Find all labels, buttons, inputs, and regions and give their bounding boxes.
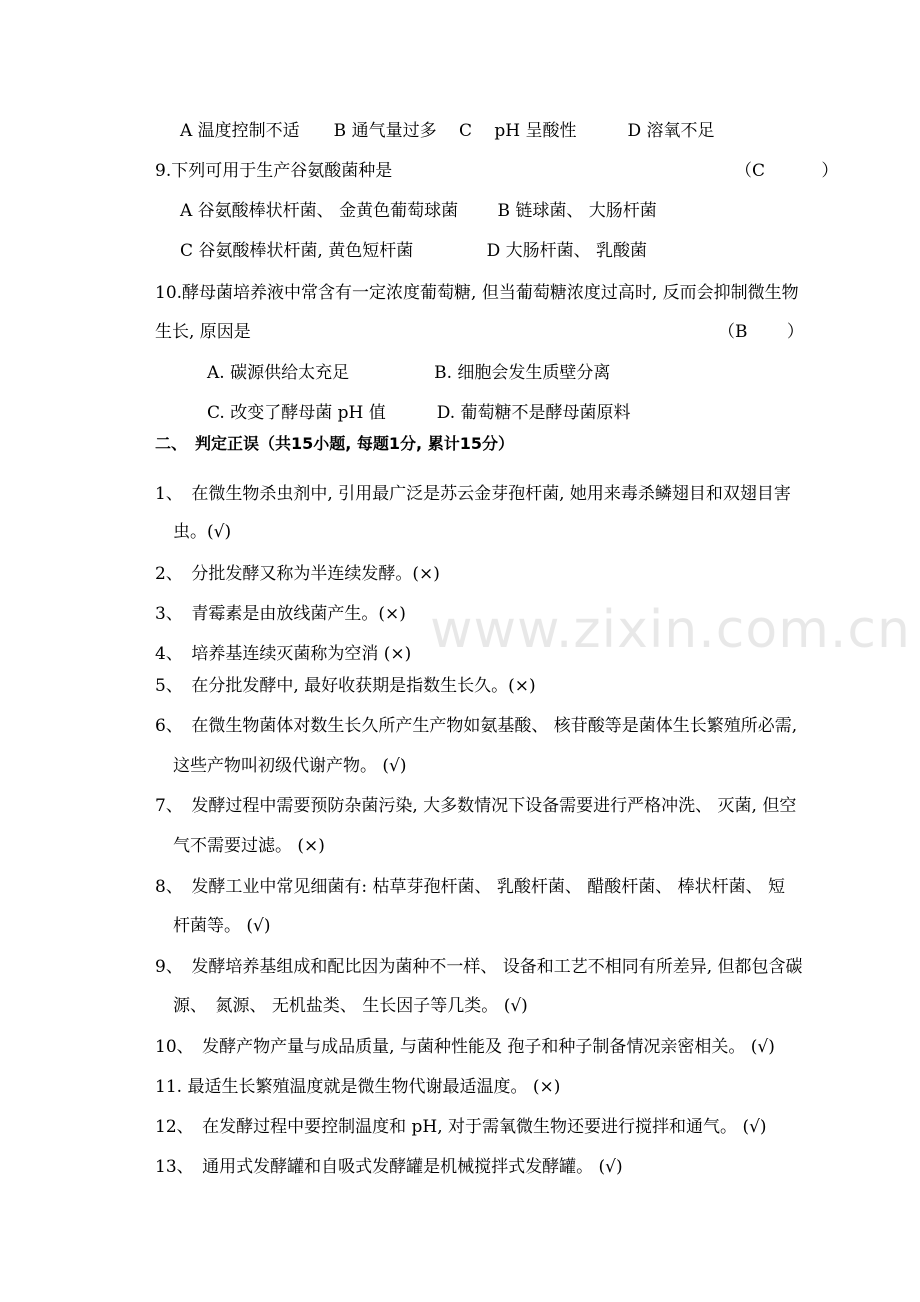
tf-item-7-line1: 7、 发酵过程中需要预防杂菌污染, 大多数情况下设备需要进行严格冲洗、 灭菌, 但空 [155,796,797,816]
tf-item-11: 11. 最适生长繁殖温度就是微生物代谢最适温度。 (×) [155,1077,561,1097]
tf-item-9-line1: 9、 发酵培养基组成和配比因为菌种不一样、 设备和工艺不相同有所差异, 但都包含碳 [155,957,803,977]
q10-stem-line2: 生长, 原因是 [155,322,251,342]
q9-stem: 9.下列可用于生产谷氨酸菌种是 [155,161,393,181]
tf-item-1-line2: 虫。(√) [173,522,232,542]
tf-item-8-line1: 8、 发酵工业中常见细菌有: 枯草芽孢杆菌、 乳酸杆菌、 醋酸杆菌、 棒状杆菌、 短 [155,877,786,897]
tf-item-13: 13、 通用式发酵罐和自吸式发酵罐是机械搅拌式发酵罐。 (√) [155,1157,623,1177]
watermark-text: www.zixin.com.cn [430,600,911,660]
section2-heading: 二、 判定正误（共15小题, 每题1分, 累计15分） [155,434,514,453]
tf-item-4: 4、 培养基连续灭菌称为空消 (×) [155,644,412,664]
q9-options-ab: A 谷氨酸棒状杆菌、 金黄色葡萄球菌 B 链球菌、 大肠杆菌 [180,201,657,221]
tf-item-7-line2: 气不需要过滤。 (×) [173,836,325,856]
tf-item-5: 5、 在分批发酵中, 最好收获期是指数生长久。(×) [155,676,536,696]
q10-answer: （B ） [718,322,804,342]
q8-options: A 温度控制不适 B 通气量过多 C pH 呈酸性 D 溶氧不足 [180,121,715,141]
q10-options-cd: C. 改变了酵母菌 pH 值 D. 葡萄糖不是酵母菌原料 [207,403,631,423]
tf-item-2: 2、 分批发酵又称为半连续发酵。(×) [155,564,440,584]
q9-answer: （C ） [735,161,839,181]
tf-item-3: 3、 青霉素是由放线菌产生。(×) [155,604,406,624]
tf-item-6-line1: 6、 在微生物菌体对数生长久所产生产物如氨基酸、 核苷酸等是菌体生长繁殖所必需, [155,716,798,736]
tf-item-12: 12、 在发酵过程中要控制温度和 pH, 对于需氧微生物还要进行搅拌和通气。 (√) [155,1117,767,1137]
q10-options-ab: A. 碳源供给太充足 B. 细胞会发生质壁分离 [207,363,611,383]
tf-item-1-line1: 1、 在微生物杀虫剂中, 引用最广泛是苏云金芽孢杆菌, 她用来毒杀鳞翅目和双翅目害 [155,484,791,504]
tf-item-10: 10、 发酵产物产量与成品质量, 与菌种性能及 孢子和种子制备情况亲密相关。 (√) [155,1037,775,1057]
tf-item-6-line2: 这些产物叫初级代谢产物。 (√) [173,756,407,776]
q9-options-cd: C 谷氨酸棒状杆菌, 黄色短杆菌 D 大肠杆菌、 乳酸菌 [180,241,648,261]
tf-item-8-line2: 杆菌等。 (√) [173,916,271,936]
tf-item-9-line2: 源、 氮源、 无机盐类、 生长因子等几类。 (√) [173,996,528,1016]
q10-stem-line1: 10.酵母菌培养液中常含有一定浓度葡萄糖, 但当葡萄糖浓度过高时, 反而会抑制微生物 [155,283,799,303]
